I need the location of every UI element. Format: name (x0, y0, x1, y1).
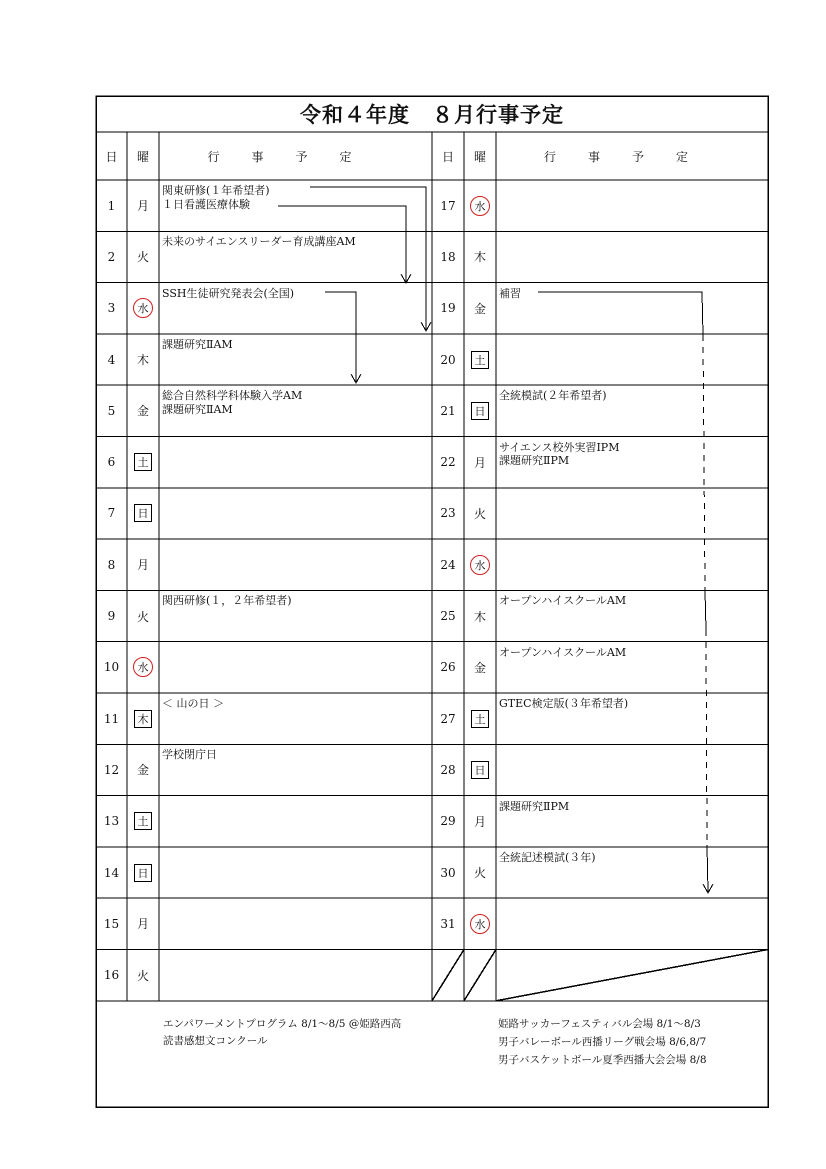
day-number: 7 (107, 506, 116, 521)
boxed-weekday: 土 (471, 710, 489, 728)
left-header-events: 行事予定 (207, 149, 384, 164)
day-number: 23 (440, 506, 456, 521)
boxed-weekday: 日 (471, 402, 489, 420)
event-text: 補習 (499, 286, 521, 300)
event-text: 全統記述模試(３年) (499, 850, 596, 864)
arrow-supplementary-dashed (706, 630, 707, 845)
day-number: 12 (103, 762, 120, 777)
weekday-label: 金 (136, 404, 149, 419)
day-number: 1 (107, 198, 116, 213)
footer-note-right: 男子バスケットボール夏季西播大会会場 8/8 (498, 1054, 707, 1066)
event-text: サイエンス校外実習ⅠPM (499, 440, 620, 454)
day-number: 16 (103, 968, 120, 983)
event-text: 総合自然科学科体験入学AM (162, 389, 303, 403)
boxed-weekday: 土 (471, 351, 489, 369)
weekday-label: 金 (136, 763, 149, 778)
event-text: 課題研究ⅡPM (499, 454, 570, 467)
arrow-kanto-training (310, 187, 426, 330)
weekday-label: 月 (473, 455, 486, 470)
day-number: 2 (107, 249, 116, 264)
day-number: 11 (103, 711, 120, 726)
day-number: 5 (107, 403, 116, 418)
day-number: 14 (103, 865, 120, 880)
weekday-label: 月 (473, 814, 486, 829)
footer-note-right: 男子バレーボール西播リーグ戦会場 8/6,8/7 (498, 1036, 707, 1048)
weekday-label: 火 (473, 866, 486, 881)
event-text: 課題研究ⅡAM (162, 337, 233, 351)
day-number: 15 (103, 916, 120, 931)
event-text: 未来のサイエンスリーダー育成講座AM (162, 235, 356, 249)
event-text: 関東研修(１年希望者) (162, 184, 270, 197)
arrow-supplementary-gap (705, 590, 706, 630)
day-number: 17 (440, 198, 456, 213)
day-number: 29 (440, 814, 456, 829)
day-number: 6 (107, 455, 116, 470)
weekday-label: 金 (473, 301, 486, 316)
event-text: SSH生徒研究発表会(全国) (162, 286, 295, 300)
right-header-day: 日 (441, 149, 454, 164)
footer-note-left: エンパワーメントプログラム 8/1～8/5 @姫路西高 (163, 1018, 402, 1030)
right-header-events: 行事予定 (543, 149, 720, 164)
boxed-weekday: 木 (134, 710, 152, 728)
day-number: 13 (103, 814, 120, 829)
day-number: 31 (440, 916, 456, 931)
day-number: 20 (440, 352, 456, 367)
boxed-weekday: 日 (134, 864, 152, 882)
day-number: 19 (440, 301, 456, 316)
circled-weekday: 水 (133, 657, 153, 677)
weekday-label: 月 (136, 199, 149, 214)
boxed-weekday: 日 (134, 504, 152, 522)
day-number: 22 (440, 455, 456, 470)
day-number: 18 (440, 249, 456, 264)
weekday-label: 月 (136, 917, 149, 932)
event-text: ＜ 山の日 ＞ (162, 697, 224, 710)
event-text: GTEC検定版(３年希望者) (499, 697, 629, 710)
event-text: 関西研修(１，２年希望者) (162, 594, 292, 608)
day-number: 10 (103, 660, 120, 675)
weekday-label: 火 (136, 968, 149, 983)
weekday-label: 火 (136, 609, 149, 624)
day-number: 9 (107, 609, 116, 624)
event-text: 全統模試(２年希望者) (499, 389, 607, 403)
right-header-weekday: 曜 (473, 149, 486, 164)
day-number: 4 (107, 352, 116, 367)
left-header-weekday: 曜 (136, 149, 149, 164)
boxed-weekday: 日 (471, 761, 489, 779)
event-text: オープンハイスクールAM (499, 594, 627, 608)
day-number: 24 (440, 557, 456, 572)
day-number: 27 (440, 711, 456, 726)
day-number: 21 (440, 403, 456, 418)
event-text: 学校閉庁日 (162, 748, 217, 762)
left-header-day: 日 (105, 149, 118, 164)
weekday-label: 火 (473, 506, 486, 521)
footer-note-left: 読書感想文コンクール (163, 1035, 268, 1047)
arrow-supplementary-dashed (703, 335, 705, 590)
page-title: 令和４年度 ８月行事予定 (300, 103, 564, 127)
day-number: 3 (107, 301, 116, 316)
circled-weekday: 水 (470, 914, 490, 934)
weekday-label: 火 (136, 250, 149, 265)
weekday-label: 木 (136, 353, 149, 368)
event-text: 課題研究ⅡPM (499, 799, 570, 813)
weekday-label: 金 (473, 660, 486, 675)
day-number: 28 (440, 762, 456, 777)
day-number: 25 (440, 609, 456, 624)
event-text: 課題研究ⅡAM (162, 402, 233, 416)
circled-weekday: 水 (133, 298, 153, 318)
event-text: オープンハイスクールAM (499, 645, 627, 659)
arrow-nursing-experience (278, 206, 406, 282)
circled-weekday: 水 (470, 196, 490, 216)
weekday-label: 木 (473, 609, 486, 624)
weekday-label: 月 (136, 558, 149, 573)
event-text: １日看護医療体験 (162, 197, 250, 211)
day-number: 8 (107, 557, 116, 572)
arrow-supplementary-lessons (538, 292, 703, 335)
footer-note-right: 姫路サッカーフェスティバル会場 8/1～8/3 (498, 1018, 701, 1030)
arrow-supplementary-end (707, 845, 708, 892)
arrow-ssh-presentation (325, 292, 356, 382)
boxed-weekday: 土 (134, 453, 152, 471)
day-number: 26 (440, 660, 456, 675)
boxed-weekday: 土 (134, 812, 152, 830)
weekday-label: 木 (473, 250, 486, 265)
day-number: 30 (440, 865, 456, 880)
circled-weekday: 水 (470, 555, 490, 575)
